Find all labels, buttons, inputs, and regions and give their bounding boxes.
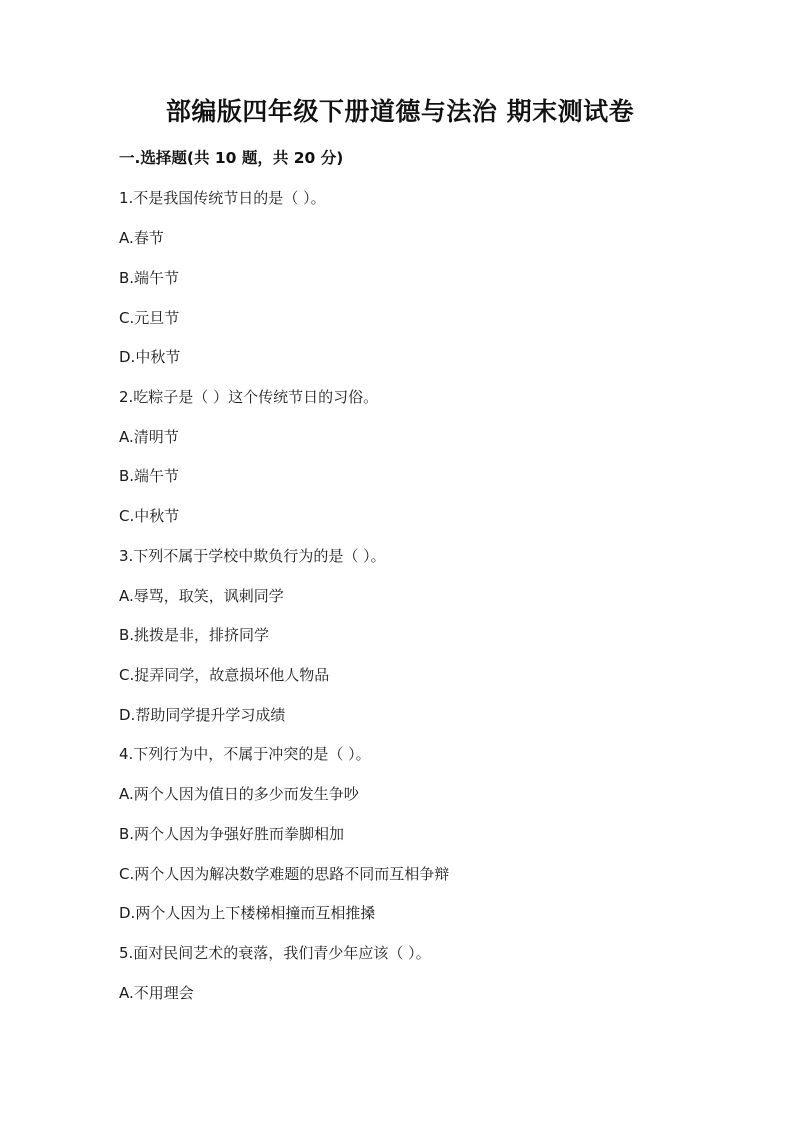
- option-item: A.不用理会: [119, 984, 194, 1002]
- option-item: C.两个人因为解决数学难题的思路不同而互相争辩: [119, 865, 450, 883]
- option-item: B.端午节: [119, 467, 180, 485]
- option-item: A.清明节: [119, 428, 179, 446]
- option-item: C.捉弄同学，故意损坏他人物品: [119, 666, 330, 684]
- option-item: D.帮助同学提升学习成绩: [119, 706, 286, 724]
- section-header: 一.选择题(共 10 题，共 20 分): [119, 149, 344, 167]
- option-item: C.元旦节: [119, 309, 180, 327]
- question-stem: 3.下列不属于学校中欺负行为的是（ ）。: [119, 547, 386, 565]
- option-item: A.两个人因为值日的多少而发生争吵: [119, 785, 359, 803]
- question-stem: 2.吃粽子是（ ）这个传统节日的习俗。: [119, 388, 379, 406]
- option-item: D.两个人因为上下楼梯相撞而互相推搡: [119, 904, 376, 922]
- option-item: A.辱骂，取笑，讽刺同学: [119, 587, 284, 605]
- question-stem: 5.面对民间艺术的衰落，我们青少年应该（ ）。: [119, 944, 431, 962]
- option-item: B.两个人因为争强好胜而拳脚相加: [119, 825, 345, 843]
- option-item: D.中秋节: [119, 348, 181, 366]
- option-item: B.端午节: [119, 269, 180, 287]
- option-item: B.挑拨是非，排挤同学: [119, 626, 270, 644]
- option-item: A.春节: [119, 229, 164, 247]
- question-stem: 4.下列行为中，不属于冲突的是（ ）。: [119, 745, 371, 763]
- page-title: 部编版四年级下册道德与法治 期末测试卷: [165, 97, 635, 126]
- option-item: C.中秋节: [119, 507, 180, 525]
- question-stem: 1.不是我国传统节日的是（ ）。: [119, 189, 326, 207]
